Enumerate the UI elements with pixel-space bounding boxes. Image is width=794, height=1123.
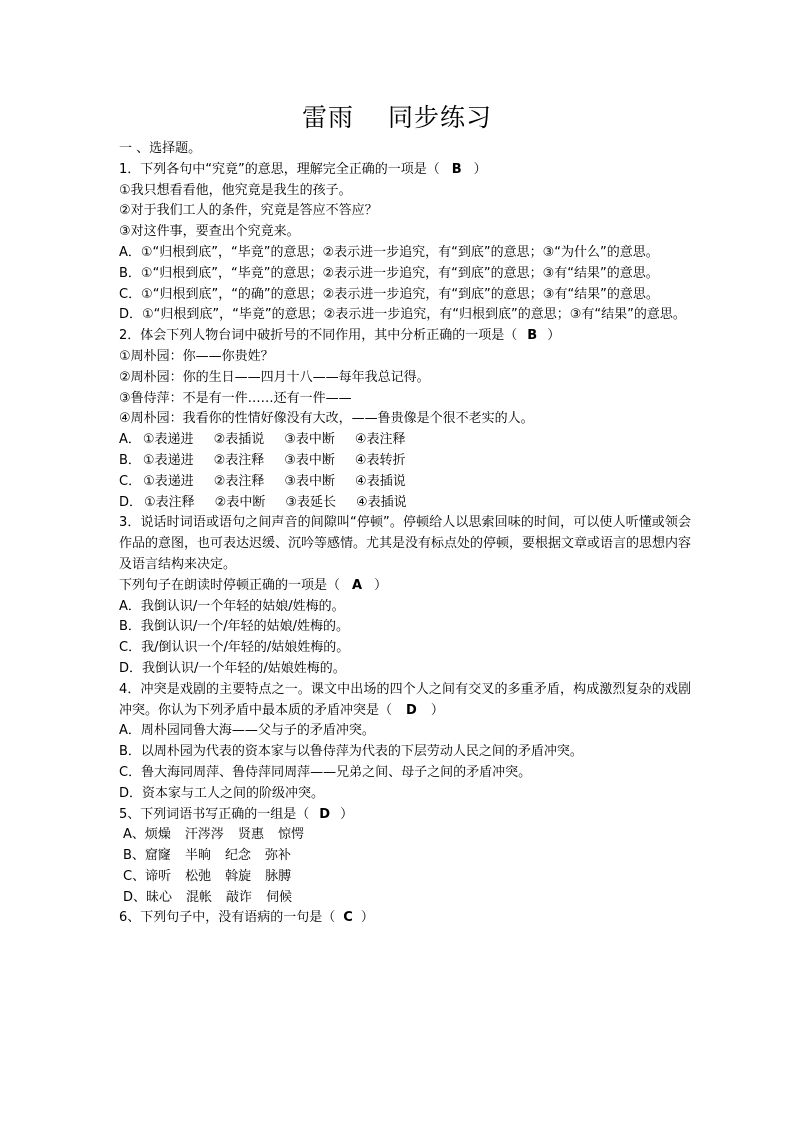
question-5 [119, 805, 691, 909]
question-3-option-c: C．我/倒认识一个/年轻的/姑娘姓梅的。 [119, 640, 350, 656]
question-4 [119, 680, 691, 805]
question-1-option-d: D．①“归根到底”，“毕竟”的意思；②表示进一步追究，有“归根到底”的意思；③有“结果”的意思。 [119, 307, 686, 323]
question-5-option-a: A、烦燥 汗涔涔 贤惠 惊愕 [123, 827, 304, 843]
question-2-answer: B [527, 328, 538, 344]
question-2-line: ③鲁侍萍：不是有一件……还有一件—— [119, 390, 352, 406]
question-4-option-d: D．资本家与工人之间的阶级冲突。 [119, 785, 325, 801]
question-6 [119, 908, 691, 929]
question-2-option-c: C． ①表递进 ②表注释 ③表中断 ④表插说 [119, 473, 406, 489]
question-5-option-c: C、谛听 松弛 斡旋 脉膊 [123, 868, 292, 884]
question-1-answer: B [451, 161, 462, 177]
question-3 [119, 513, 691, 679]
question-2-option-d: D． ①表注释 ②表中断 ③表延长 ④表插说 [119, 494, 407, 510]
question-2-line: ④周朴园：我看你的性情好像没有大改，——鲁贵像是个很不老实的人。 [119, 411, 534, 427]
question-4-stem: 4．冲突是戏剧的主要特点之一。课文中出场的四个人之间有交叉的多重矛盾，构成激烈复杂的戏剧冲突。你认为下列矛盾中最本质的矛盾冲突是（ D ） [119, 680, 691, 722]
question-6-answer: C [343, 910, 353, 926]
question-4-option-c: C．鲁大海同周萍、鲁侍萍同周萍——兄弟之间、母子之间的矛盾冲突。 [119, 764, 532, 780]
question-5-answer: D [319, 806, 331, 822]
question-1-option-b: B．①“归根到底”，“毕竟”的意思；②表示进一步追究，有“到底”的意思；③有“结果”的意思。 [119, 265, 659, 281]
question-4-answer: D [406, 702, 417, 718]
document-body [119, 139, 691, 929]
question-2 [119, 326, 691, 513]
question-2-option-b: B． ①表递进 ②表注释 ③表中断 ④表转折 [119, 452, 406, 468]
question-3-intro: 3．说话时词语或语句之间声音的间隙叫“停顿”。停顿给人以思索回味的时间，可以使人听懂或领会作品的意图，也可表达迟缓、沉吟等感情。尤其是没有标点处的停顿，要根据文章或语言的思想内容及语言结构来决定。 [119, 515, 692, 572]
question-5-option-d: D、昧心 混帐 敲诈 伺候 [123, 889, 293, 905]
question-4-option-a: A．周朴园同鲁大海——父与子的矛盾冲突。 [119, 723, 375, 739]
question-3-option-b: B．我倒认识/一个/年轻的姑娘/姓梅的。 [119, 619, 350, 635]
section-heading: 一 、选择题。 [119, 141, 202, 156]
question-1-option-c: C．①“归根到底”，“的确”的意思；②表示进一步追究，有“到底”的意思；③有“结果”的意思。 [119, 286, 659, 302]
question-5-option-b: B、窟窿 半晌 纪念 弥补 [123, 848, 291, 864]
question-1-sentence: ③对这件事，要查出个究竟来。 [119, 224, 300, 240]
question-2-line: ②周朴园：你的生日——四月十八——每年我总记得。 [119, 369, 430, 385]
question-1 [119, 160, 691, 326]
question-4-option-b: B．以周朴园为代表的资本家与以鲁侍萍为代表的下层劳动人民之间的矛盾冲突。 [119, 744, 583, 760]
question-3-stem: 下列句子在朗读时停顿正确的一项是（ A ） [119, 576, 691, 597]
document-title [0, 100, 794, 136]
question-2-line: ①周朴园：你——你贵姓？ [119, 348, 274, 364]
question-1-stem: 1．下列各句中“究竟”的意思，理解完全正确的一项是（ B ） [119, 160, 691, 181]
question-3-option-d: D．我倒认识/一个年轻的/姑娘姓梅的。 [119, 660, 346, 676]
question-1-sentence: ②对于我们工人的条件，究竟是答应不答应？ [119, 203, 378, 219]
title-part-1: 雷雨 [301, 103, 354, 132]
question-5-stem: 5、下列词语书写正确的一组是（ D ） [119, 805, 691, 826]
question-3-option-a: A．我倒认识/一个年轻的姑娘/姓梅的。 [119, 598, 345, 614]
question-2-stem: 2．体会下列人物台词中破折号的不同作用，其中分析正确的一项是（ B ） [119, 326, 691, 347]
question-6-stem: 6、下列句子中，没有语病的一句是（ C ） [119, 908, 691, 929]
question-3-answer: A [352, 577, 363, 593]
question-2-option-a: A． ①表递进 ②表插说 ③表中断 ④表注释 [119, 432, 406, 448]
title-part-2: 同步练习 [388, 103, 493, 132]
question-1-option-a: A．①“归根到底”，“毕竟”的意思；②表示进一步追究，有“到底”的意思；③“为什么”的意思。 [119, 244, 659, 260]
question-1-sentence: ①我只想看看他，他究竟是我生的孩子。 [119, 182, 352, 198]
